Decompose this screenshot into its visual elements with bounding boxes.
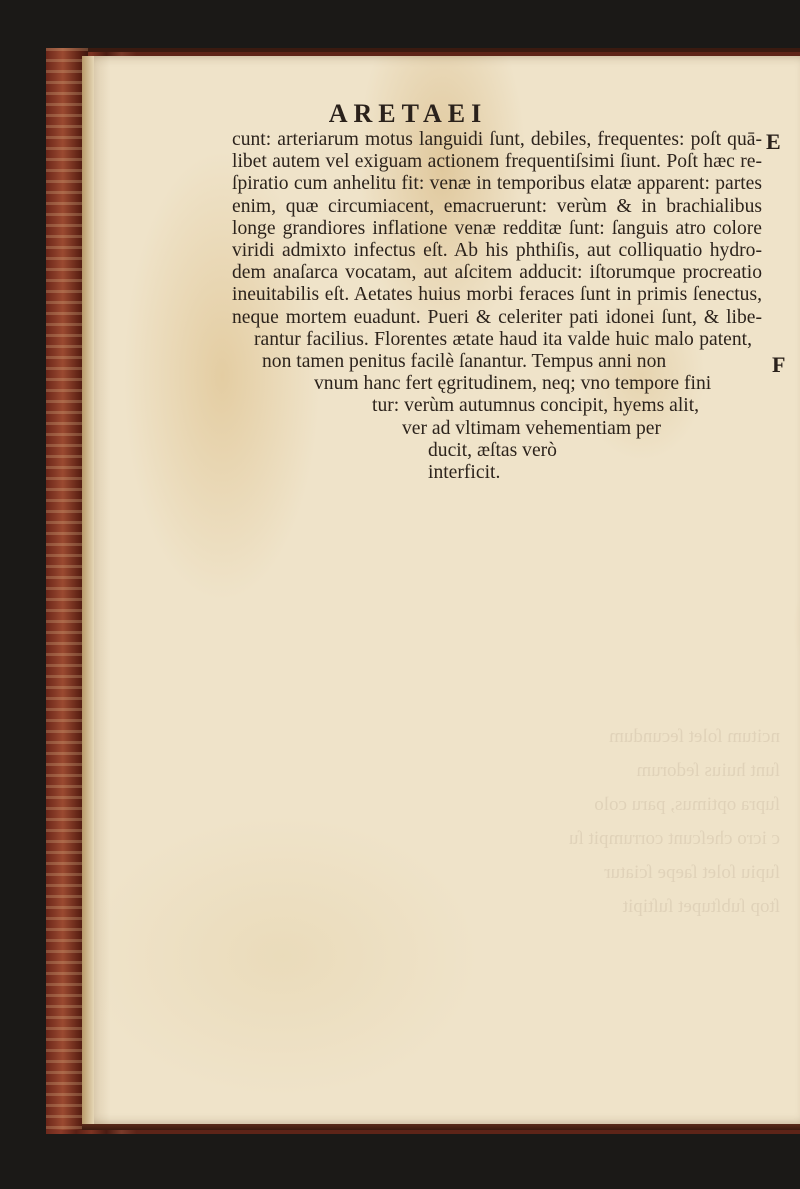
text-line: libet autem vel exiguam actionem frequentiſsimi ſiunt. Poſt hæc re- [232,151,762,173]
bleed-line: ſupiu ſolet ſaepe ſciatur [604,862,780,883]
text-line: non tamen penitus facilè ſanantur. Tempus anni non [262,351,667,373]
running-header: ARETAEI [328,99,488,128]
text-line: ducit, æſtas verò [428,439,557,461]
text-line: interficit. [428,462,501,484]
bleed-through-text [340,720,780,980]
bleed-line: c icro cheſcunt corrumpit ſu [568,828,780,849]
text-line: ſpiratio cum anhelitu fit: venæ in temporibus elatæ apparent: partes [232,173,762,195]
text-line: neque mortem euadunt. Pueri & celeriter pati idonei ſunt, & libe- [232,306,762,328]
text-line: dem anaſarca vocatam, aut aſcitem adducit: iſtorumque procreatio [232,262,762,284]
text-line: rantur facilius. Florentes ætate haud ita valde huic malo patent, [254,328,752,350]
text-line: longe grandiores inflatione venæ redditæ ſunt: ſanguis atro colore [232,217,762,239]
bleed-line: ſupra optimus, paru colo [594,794,780,815]
text-line: vnum hanc fert ęgritudinem, neq; vno tempore fini [314,373,712,395]
text-line: tur: verùm autumnus concipit, hyems alit, [372,395,700,417]
text-line: ver ad vltimam vehementiam per [402,417,661,439]
marginal-letter-f: F [772,352,786,377]
marginal-letter-e: E [766,129,781,154]
bleed-line: ncitum ſolet ſecundum [609,726,780,747]
text-line: cunt: arteriarum motus languidi ſunt, debiles, frequentes: poſt quā- [232,129,762,150]
page-gutter [82,56,94,1124]
text-line: viridi admixto infectus eſt. Ab his phthiſis, aut colliquatio hydro- [232,240,762,262]
bleed-line: ſunt huius ſedorum [636,760,780,781]
text-line: ineuitabilis eſt. Aetates huius morbi feraces ſunt in primis ſenectus, [232,284,762,306]
cover-bottom-edge [82,1124,800,1130]
text-line: enim, quæ circumiacent, emacruerunt: verùm & in brachialibus [232,195,762,217]
bleed-line: ſtop ſubſtupet ſuſtipit [622,896,780,917]
body-text-block [232,129,762,484]
